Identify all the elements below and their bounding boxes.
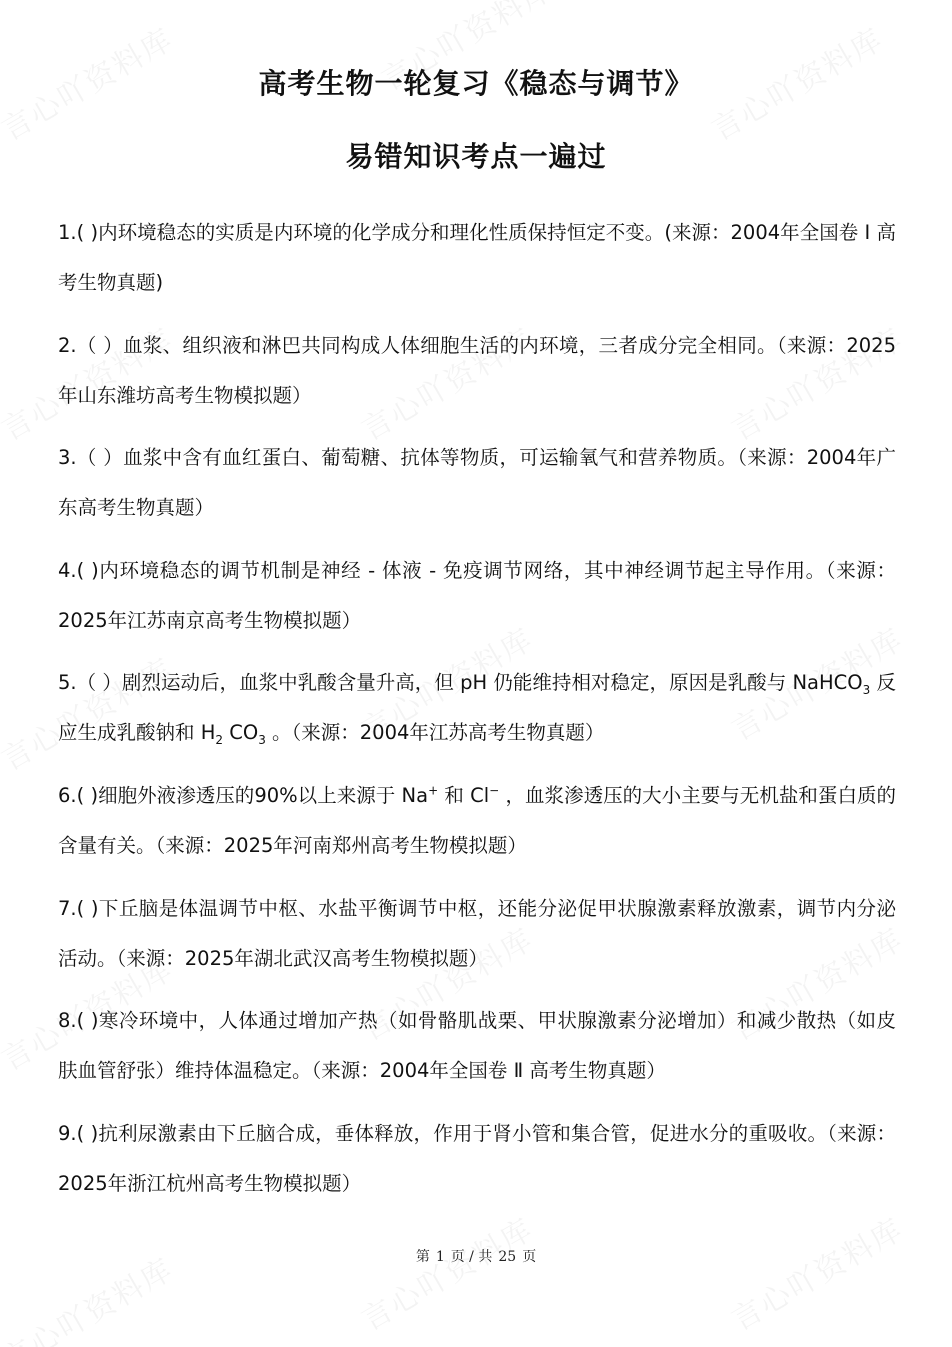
question-text: 内环境稳态的实质是内环境的化学成分和理化性质保持恒定不变。(来源：2004年全国卷 Ⅰ 高考生物真题) [58, 221, 896, 294]
question-number: 2. [58, 333, 77, 357]
superscript: + [428, 783, 439, 798]
question-number: 5. [58, 671, 77, 695]
question-number: 4. [58, 558, 77, 582]
watermark [722, 1205, 910, 1339]
question-item [58, 658, 896, 758]
document-title: 高考生物一轮复习《稳态与调节》 [258, 67, 694, 100]
question-text: CO [223, 721, 259, 745]
question-text: 血浆、组织液和淋巴共同构成人体细胞生活的内环境，三者成分完全相同。（来源：2025年山东潍坊高考生物模拟题） [58, 333, 896, 407]
subscript: 3 [258, 733, 266, 748]
question-number: 7. [58, 896, 77, 920]
answer-bracket[interactable]: ( ) [76, 221, 99, 244]
question-text: 血浆中含有血红蛋白、葡萄糖、抗体等物质，可运输氧气和营养物质。（来源：2004年广东高考生物真题） [58, 446, 896, 520]
superscript: − [489, 783, 500, 798]
question-item [58, 321, 896, 421]
watermark [352, 1205, 540, 1339]
subscript: 3 [862, 683, 871, 698]
question-text: 细胞外液渗透压的90%以上来源于 Na [98, 783, 429, 807]
question-text: ，血浆渗透压的大小主要与无机盐和蛋白质的含量有关。（来源：2025年河南郑州高考生物模拟题） [58, 783, 896, 857]
question-number: 3. [58, 446, 77, 470]
question-list [58, 208, 896, 1221]
question-text: 内环境稳态的调节机制是神经 - 体液 - 免疫调节网络，其中神经调节起主导作用。（来源：2025年江苏南京高考生物模拟题） [58, 558, 896, 632]
answer-bracket[interactable]: （ ） [76, 671, 122, 695]
answer-bracket[interactable]: ( ) [76, 783, 99, 807]
answer-bracket[interactable]: ( ) [76, 558, 99, 582]
answer-bracket[interactable]: （ ） [76, 333, 124, 357]
document-subtitle: 易错知识考点一遍过 [345, 140, 607, 173]
footer-suffix: 页 [522, 1249, 537, 1265]
question-text: 寒冷环境中，人体通过增加产热（如骨骼肌战栗、甲状腺激素分泌增加）和减少散热（如皮肤血管舒张）维持体温稳定。（来源：2004年全国卷 Ⅱ 高考生物真题） [58, 1009, 896, 1083]
footer-prefix: 第 [415, 1249, 430, 1265]
question-item [58, 884, 896, 984]
question-text: 反应生成乳酸钠和 H [58, 671, 896, 745]
question-text: 和 Cl [438, 783, 490, 807]
answer-bracket[interactable]: ( ) [76, 1121, 99, 1145]
question-number: 1. [58, 221, 77, 244]
question-number: 9. [58, 1121, 77, 1145]
answer-bracket[interactable]: ( ) [76, 1009, 99, 1033]
page-footer [0, 1246, 952, 1266]
question-item [58, 771, 896, 871]
question-text: 。（来源：2004年江苏高考生物真题） [265, 721, 605, 745]
answer-bracket[interactable]: ( ) [76, 896, 99, 920]
question-item [58, 1109, 896, 1209]
answer-bracket[interactable]: （ ） [76, 446, 124, 470]
question-item [58, 433, 896, 533]
question-text: 剧烈运动后，血浆中乳酸含量升高，但 pH 仍能维持相对稳定，原因是乳酸与 NaHCO [121, 671, 863, 695]
footer-mid: 页 / 共 [450, 1249, 493, 1265]
question-number: 6. [58, 783, 77, 807]
question-item [58, 996, 896, 1096]
question-item [58, 208, 896, 308]
page-number: 1 [435, 1249, 445, 1265]
question-text: 下丘脑是体温调节中枢、水盐平衡调节中枢，还能分泌促甲状腺激素释放激素，调节内分泌活动。（来源：2025年湖北武汉高考生物模拟题） [58, 896, 896, 970]
question-item [58, 546, 896, 646]
question-text: 抗利尿激素由下丘脑合成，垂体释放，作用于肾小管和集合管，促进水分的重吸收。（来源：2025年浙江杭州高考生物模拟题） [58, 1121, 896, 1195]
question-number: 8. [58, 1009, 77, 1033]
total-pages: 25 [498, 1249, 517, 1265]
subscript: 2 [215, 733, 224, 748]
